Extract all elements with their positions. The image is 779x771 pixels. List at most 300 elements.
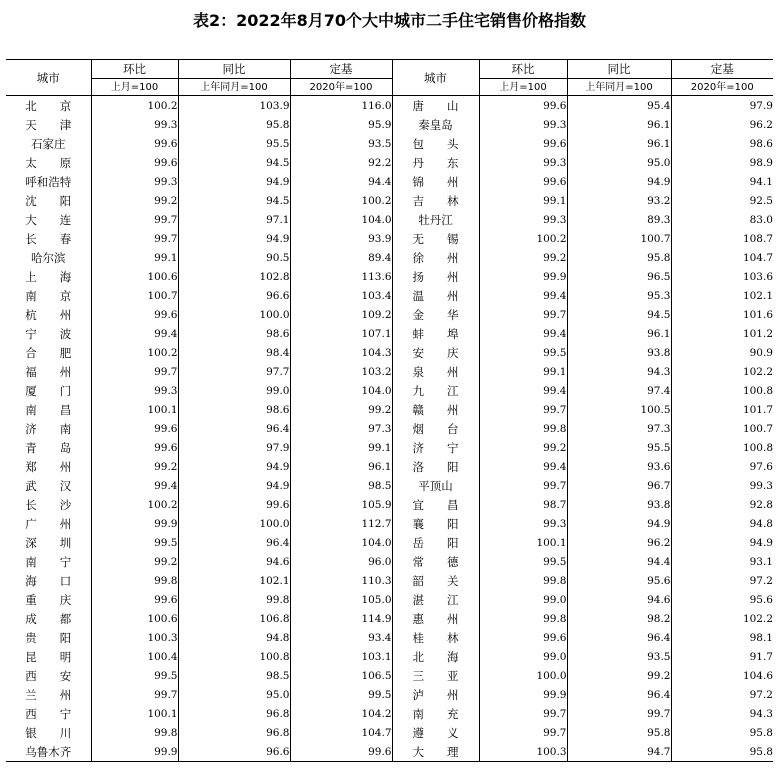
mom-value: 100.7 (91, 286, 178, 305)
table-row (6, 685, 773, 704)
mom-value: 99.4 (479, 457, 567, 476)
fixed-value: 94.3 (671, 704, 773, 723)
yoy-value: 95.6 (567, 571, 671, 590)
yoy-value: 95.8 (567, 248, 671, 267)
city-name: 扬 州 (392, 267, 479, 286)
mom-value: 99.4 (479, 324, 567, 343)
mom-value: 100.6 (91, 267, 178, 286)
mom-value: 99.6 (91, 153, 178, 172)
fixed-value: 107.1 (290, 324, 392, 343)
table-row (6, 248, 773, 267)
yoy-value: 94.4 (567, 552, 671, 571)
mom-value: 99.1 (479, 191, 567, 210)
yoy-value: 94.9 (567, 172, 671, 191)
city-name: 泉 州 (392, 362, 479, 381)
mom-value: 100.2 (91, 495, 178, 514)
mom-value: 99.4 (479, 286, 567, 305)
table-row (6, 609, 773, 628)
yoy-value: 95.8 (178, 115, 290, 134)
city-name: 洛 阳 (392, 457, 479, 476)
yoy-value: 94.9 (178, 476, 290, 495)
fixed-value: 103.6 (671, 267, 773, 286)
mom-value: 99.6 (91, 590, 178, 609)
city-name: 牡丹江 (392, 210, 479, 229)
table-row (6, 742, 773, 762)
fixed-value: 89.4 (290, 248, 392, 267)
city-name: 无 锡 (392, 229, 479, 248)
mom-value: 99.7 (479, 704, 567, 723)
fixed-value: 98.6 (671, 134, 773, 153)
yoy-value: 90.5 (178, 248, 290, 267)
table-row (6, 267, 773, 286)
city-name: 福 州 (25, 364, 72, 379)
yoy-value: 96.5 (567, 267, 671, 286)
fixed-value: 92.5 (671, 191, 773, 210)
city-name: 合 肥 (25, 345, 72, 360)
city-name: 吉 林 (392, 191, 479, 210)
city-name: 兰 州 (25, 687, 72, 702)
city-name: 宁 波 (25, 326, 72, 341)
yoy-value: 96.4 (567, 628, 671, 647)
yoy-value: 94.3 (567, 362, 671, 381)
table-row (6, 571, 773, 590)
fixed-value: 100.2 (290, 191, 392, 210)
fixed-value: 114.9 (290, 609, 392, 628)
fixed-value: 83.0 (671, 210, 773, 229)
mom-value: 99.2 (91, 552, 178, 571)
yoy-value: 96.4 (567, 685, 671, 704)
mom-value: 100.1 (91, 704, 178, 723)
mom-value: 99.2 (479, 438, 567, 457)
fixed-value: 102.2 (671, 362, 773, 381)
yoy-value: 94.5 (178, 191, 290, 210)
fixed-value: 96.0 (290, 552, 392, 571)
mom-value: 99.9 (479, 267, 567, 286)
fixed-value: 105.0 (290, 590, 392, 609)
table-row (6, 457, 773, 476)
city-name: 南 充 (392, 704, 479, 723)
table-row (6, 419, 773, 438)
city-name: 金 华 (392, 305, 479, 324)
yoy-value: 93.2 (567, 191, 671, 210)
yoy-value: 99.6 (178, 495, 290, 514)
fixed-value: 104.0 (290, 210, 392, 229)
fixed-value: 108.7 (671, 229, 773, 248)
fixed-value: 97.6 (671, 457, 773, 476)
mom-value: 100.3 (479, 742, 567, 762)
yoy-value: 97.4 (567, 381, 671, 400)
mom-value: 99.7 (479, 400, 567, 419)
fixed-value: 97.2 (671, 685, 773, 704)
yoy-value: 94.9 (178, 229, 290, 248)
mom-base-label: 上月=100 (91, 79, 178, 96)
fixed-value: 104.7 (671, 248, 773, 267)
city-name: 郑 州 (25, 459, 72, 474)
fixed-value: 92.2 (290, 153, 392, 172)
fixed-value: 102.2 (671, 609, 773, 628)
city-name: 南 宁 (25, 554, 72, 569)
city-name: 唐 山 (392, 96, 479, 116)
yoy-value: 98.2 (567, 609, 671, 628)
fixed-value: 109.2 (290, 305, 392, 324)
fixed-value: 99.1 (290, 438, 392, 457)
yoy-value: 95.0 (178, 685, 290, 704)
mom-value: 100.3 (91, 628, 178, 647)
yoy-value: 93.8 (567, 343, 671, 362)
table-row (6, 305, 773, 324)
mom-value: 99.1 (91, 248, 178, 267)
table-row (6, 400, 773, 419)
yoy-value: 95.5 (178, 134, 290, 153)
city-name: 岳 阳 (392, 533, 479, 552)
mom-value: 99.6 (91, 305, 178, 324)
mom-value: 100.2 (91, 96, 178, 116)
yoy-value: 100.7 (567, 229, 671, 248)
city-name: 厦 门 (25, 383, 72, 398)
table-row (6, 381, 773, 400)
table-row (6, 362, 773, 381)
city-name: 湛 江 (392, 590, 479, 609)
yoy-value: 99.7 (567, 704, 671, 723)
mom-value: 99.4 (479, 381, 567, 400)
yoy-value: 98.4 (178, 343, 290, 362)
city-name: 南 京 (25, 288, 72, 303)
mom-value: 99.6 (479, 134, 567, 153)
base-header-row (6, 79, 773, 96)
city-name: 太 原 (25, 155, 72, 170)
fixed-value: 104.3 (290, 343, 392, 362)
city-name: 烟 台 (392, 419, 479, 438)
fixed-value: 90.9 (671, 343, 773, 362)
mom-value: 99.3 (91, 115, 178, 134)
city-name: 沈 阳 (25, 193, 72, 208)
yoy-value: 94.6 (178, 552, 290, 571)
fixed-value: 94.1 (671, 172, 773, 191)
fixed-value: 103.4 (290, 286, 392, 305)
yoy-value: 96.2 (567, 533, 671, 552)
fixed-value: 93.4 (290, 628, 392, 647)
mom-value: 99.6 (479, 628, 567, 647)
mom-value: 99.7 (91, 362, 178, 381)
fixed-column-header: 定基 (290, 60, 392, 79)
city-name: 大 连 (25, 212, 72, 227)
table-body (6, 96, 773, 762)
mom-value: 99.8 (479, 609, 567, 628)
yoy-value: 103.9 (178, 96, 290, 116)
mom-value: 98.7 (479, 495, 567, 514)
yoy-value: 94.9 (178, 457, 290, 476)
table-row (6, 172, 773, 191)
yoy-value: 96.1 (567, 134, 671, 153)
yoy-value: 94.9 (567, 514, 671, 533)
fixed-value: 99.3 (671, 476, 773, 495)
fixed-value: 95.9 (290, 115, 392, 134)
city-name: 长 沙 (25, 497, 72, 512)
yoy-value: 97.3 (567, 419, 671, 438)
table-title: 表2：2022年8月70个大中城市二手住宅销售价格指数 (192, 11, 587, 30)
mom-column-header: 环比 (91, 60, 178, 79)
yoy-column-header: 同比 (567, 60, 671, 79)
fixed-value: 91.7 (671, 647, 773, 666)
table-row (6, 533, 773, 552)
fixed-value: 101.6 (671, 305, 773, 324)
price-index-table (6, 59, 773, 762)
city-name: 徐 州 (392, 248, 479, 267)
mom-value: 99.7 (479, 723, 567, 742)
fixed-value: 100.7 (671, 419, 773, 438)
fixed-value: 104.2 (290, 704, 392, 723)
fixed-value: 99.6 (290, 742, 392, 762)
city-name: 杭 州 (25, 307, 72, 322)
mom-value: 99.8 (91, 571, 178, 590)
yoy-value: 97.1 (178, 210, 290, 229)
mom-value: 99.8 (91, 723, 178, 742)
city-name: 武 汉 (25, 478, 72, 493)
yoy-value: 96.6 (178, 742, 290, 762)
fixed-value: 93.9 (290, 229, 392, 248)
fixed-value: 103.2 (290, 362, 392, 381)
city-name: 北 海 (392, 647, 479, 666)
table-row (6, 514, 773, 533)
fixed-value: 97.9 (671, 96, 773, 116)
city-name: 丹 东 (392, 153, 479, 172)
yoy-value: 100.8 (178, 647, 290, 666)
yoy-base-label: 上年同月=100 (567, 79, 671, 96)
city-name: 九 江 (392, 381, 479, 400)
city-name: 锦 州 (392, 172, 479, 191)
fixed-value: 105.9 (290, 495, 392, 514)
fixed-value: 101.2 (671, 324, 773, 343)
mom-value: 99.7 (91, 229, 178, 248)
city-name: 常 德 (392, 552, 479, 571)
city-name: 包 头 (392, 134, 479, 153)
table-row (6, 286, 773, 305)
fixed-value: 103.1 (290, 647, 392, 666)
city-name: 西 宁 (25, 706, 72, 721)
mom-value: 100.2 (91, 343, 178, 362)
fixed-value: 94.9 (671, 533, 773, 552)
fixed-value: 97.3 (290, 419, 392, 438)
city-name: 蚌 埠 (392, 324, 479, 343)
fixed-value: 106.5 (290, 666, 392, 685)
mom-column-header: 环比 (479, 60, 567, 79)
city-name: 温 州 (392, 286, 479, 305)
table-row (6, 96, 773, 116)
fixed-value: 102.1 (671, 286, 773, 305)
city-name: 青 岛 (25, 440, 72, 455)
fixed-base-label: 2020年=100 (290, 79, 392, 96)
table-row (6, 134, 773, 153)
yoy-value: 98.6 (178, 324, 290, 343)
yoy-base-label: 上年同月=100 (178, 79, 290, 96)
city-name: 成 都 (25, 611, 72, 626)
yoy-value: 94.5 (567, 305, 671, 324)
city-name: 遵 义 (392, 723, 479, 742)
fixed-value: 98.9 (671, 153, 773, 172)
fixed-value: 100.8 (671, 381, 773, 400)
city-column-header: 城市 (6, 60, 91, 96)
mom-value: 99.5 (91, 666, 178, 685)
header-row (6, 60, 773, 79)
yoy-value: 89.3 (567, 210, 671, 229)
city-name: 秦皇岛 (392, 115, 479, 134)
mom-value: 99.4 (91, 324, 178, 343)
mom-value: 99.9 (91, 742, 178, 762)
city-name: 哈尔滨 (31, 250, 66, 265)
fixed-value: 93.1 (671, 552, 773, 571)
yoy-value: 96.1 (567, 115, 671, 134)
yoy-value: 93.8 (567, 495, 671, 514)
fixed-value: 104.6 (671, 666, 773, 685)
city-name: 大 理 (392, 742, 479, 762)
yoy-value: 96.4 (178, 533, 290, 552)
mom-value: 99.6 (91, 419, 178, 438)
table-row (6, 647, 773, 666)
fixed-value: 104.0 (290, 381, 392, 400)
table-row (6, 115, 773, 134)
mom-value: 99.5 (479, 552, 567, 571)
fixed-value: 101.7 (671, 400, 773, 419)
table-row (6, 191, 773, 210)
yoy-value: 99.0 (178, 381, 290, 400)
yoy-value: 95.8 (567, 723, 671, 742)
yoy-value: 95.3 (567, 286, 671, 305)
fixed-value: 110.3 (290, 571, 392, 590)
yoy-value: 99.8 (178, 590, 290, 609)
table-row (6, 153, 773, 172)
yoy-value: 94.8 (178, 628, 290, 647)
yoy-value: 96.8 (178, 704, 290, 723)
city-name: 济 宁 (392, 438, 479, 457)
city-name: 桂 林 (392, 628, 479, 647)
yoy-value: 95.4 (567, 96, 671, 116)
table-row (6, 495, 773, 514)
city-name: 石家庄 (31, 136, 66, 151)
yoy-value: 100.5 (567, 400, 671, 419)
city-name: 上 海 (25, 269, 72, 284)
fixed-value: 97.2 (671, 571, 773, 590)
yoy-value: 94.7 (567, 742, 671, 762)
yoy-value: 95.0 (567, 153, 671, 172)
fixed-value: 94.4 (290, 172, 392, 191)
fixed-value: 99.2 (290, 400, 392, 419)
city-column-header: 城市 (392, 60, 479, 96)
fixed-base-label: 2020年=100 (671, 79, 773, 96)
city-name: 天 津 (25, 117, 72, 132)
yoy-column-header: 同比 (178, 60, 290, 79)
mom-value: 99.3 (91, 381, 178, 400)
mom-value: 99.8 (479, 419, 567, 438)
city-name: 南 昌 (25, 402, 72, 417)
yoy-value: 96.4 (178, 419, 290, 438)
mom-value: 99.3 (479, 153, 567, 172)
mom-value: 99.1 (479, 362, 567, 381)
city-name: 银 川 (25, 725, 72, 740)
yoy-value: 93.6 (567, 457, 671, 476)
yoy-value: 95.5 (567, 438, 671, 457)
fixed-value: 104.0 (290, 533, 392, 552)
mom-value: 100.2 (479, 229, 567, 248)
city-name: 惠 州 (392, 609, 479, 628)
mom-value: 99.5 (479, 343, 567, 362)
yoy-value: 96.6 (178, 286, 290, 305)
mom-value: 99.3 (479, 210, 567, 229)
city-name: 海 口 (25, 573, 72, 588)
city-name: 西 安 (25, 668, 72, 683)
yoy-value: 102.1 (178, 571, 290, 590)
fixed-column-header: 定基 (671, 60, 773, 79)
mom-value: 99.3 (479, 514, 567, 533)
yoy-value: 98.6 (178, 400, 290, 419)
fixed-value: 96.2 (671, 115, 773, 134)
fixed-value: 96.1 (290, 457, 392, 476)
yoy-value: 94.9 (178, 172, 290, 191)
yoy-value: 94.5 (178, 153, 290, 172)
city-name: 襄 阳 (392, 514, 479, 533)
table-row (6, 666, 773, 685)
table-row (6, 476, 773, 495)
mom-value: 99.6 (91, 134, 178, 153)
yoy-value: 97.9 (178, 438, 290, 457)
mom-value: 99.4 (91, 476, 178, 495)
yoy-value: 93.5 (567, 647, 671, 666)
city-name: 重 庆 (25, 592, 72, 607)
fixed-value: 92.8 (671, 495, 773, 514)
table-row (6, 343, 773, 362)
mom-value: 99.0 (479, 590, 567, 609)
fixed-value: 99.5 (290, 685, 392, 704)
mom-value: 100.4 (91, 647, 178, 666)
city-name: 呼和浩特 (25, 174, 72, 189)
table-row (6, 704, 773, 723)
yoy-value: 100.0 (178, 514, 290, 533)
city-name: 韶 关 (392, 571, 479, 590)
mom-value: 100.6 (91, 609, 178, 628)
fixed-value: 100.8 (671, 438, 773, 457)
table-row (6, 552, 773, 571)
fixed-value: 94.8 (671, 514, 773, 533)
mom-value: 99.9 (91, 514, 178, 533)
city-name: 三 亚 (392, 666, 479, 685)
mom-value: 99.7 (479, 476, 567, 495)
city-name: 深 圳 (25, 535, 72, 550)
fixed-value: 112.7 (290, 514, 392, 533)
yoy-value: 97.7 (178, 362, 290, 381)
fixed-value: 98.5 (290, 476, 392, 495)
mom-value: 99.3 (91, 172, 178, 191)
table-row (6, 229, 773, 248)
city-name: 赣 州 (392, 400, 479, 419)
mom-value: 99.7 (91, 210, 178, 229)
table-row (6, 590, 773, 609)
table-row (6, 438, 773, 457)
mom-value: 99.2 (91, 457, 178, 476)
city-name: 贵 阳 (25, 630, 72, 645)
city-name: 济 南 (25, 421, 72, 436)
yoy-value: 99.2 (567, 666, 671, 685)
table-row (6, 324, 773, 343)
mom-value: 99.6 (479, 172, 567, 191)
yoy-value: 100.0 (178, 305, 290, 324)
mom-value: 100.1 (479, 533, 567, 552)
mom-value: 100.0 (479, 666, 567, 685)
yoy-value: 98.5 (178, 666, 290, 685)
yoy-value: 94.6 (567, 590, 671, 609)
yoy-value: 96.7 (567, 476, 671, 495)
mom-value: 99.0 (479, 647, 567, 666)
mom-value: 99.5 (91, 533, 178, 552)
fixed-value: 95.8 (671, 742, 773, 762)
